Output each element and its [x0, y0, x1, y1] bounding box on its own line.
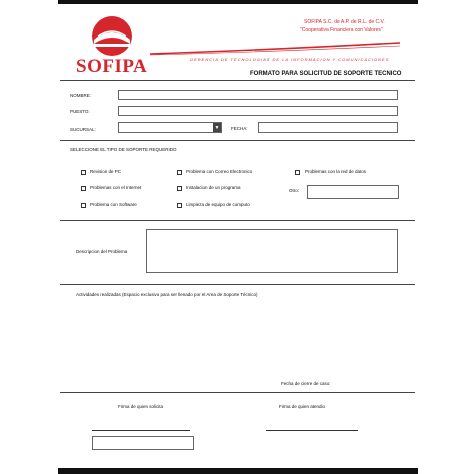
- signature-attendee-line: [266, 430, 358, 431]
- option-label: Problemas con la red de datos: [305, 169, 367, 174]
- otro-label: Otro:: [289, 188, 300, 193]
- logo-text: SOFIPA: [76, 56, 148, 77]
- checkbox-internet[interactable]: [81, 186, 86, 191]
- options-divider: [60, 220, 415, 221]
- checkbox-instalacion[interactable]: [177, 186, 182, 191]
- nombre-field[interactable]: [118, 90, 398, 100]
- checkbox-software[interactable]: [81, 203, 86, 208]
- fields-divider: [60, 140, 415, 141]
- checkbox-red-datos[interactable]: [295, 170, 300, 175]
- description-textarea[interactable]: [146, 229, 398, 273]
- checkbox-limpieza[interactable]: [177, 203, 182, 208]
- support-heading: SELECCIONE EL TIPO DE SOPORTE REQUERIDO: [70, 147, 177, 152]
- option-label: Problema con Correo Electronico: [186, 169, 253, 174]
- company-tagline: "Cooperativa Financiera con Valores": [300, 27, 383, 33]
- description-label: Descripcion del Problema: [76, 249, 128, 254]
- closing-divider: [60, 392, 415, 393]
- option-label: Instalacion de un programa: [186, 185, 241, 190]
- option-label: Limpieza de equipo de computo: [186, 202, 250, 207]
- option-label: Problema con Software: [90, 202, 137, 207]
- fecha-label: FECHA:: [231, 126, 248, 131]
- sucursal-select[interactable]: [118, 122, 222, 133]
- signature-requester-field[interactable]: [92, 436, 194, 450]
- title-divider: [60, 80, 415, 81]
- checkbox-correo[interactable]: [177, 170, 182, 175]
- puesto-field[interactable]: [118, 106, 398, 116]
- sofipa-logo-icon: [90, 14, 134, 58]
- otro-field[interactable]: [307, 185, 399, 199]
- nombre-label: NOMBRE:: [70, 93, 92, 98]
- company-name: SOFIPA S.C. de A.P. de R.L. de C.V.: [304, 19, 385, 25]
- puesto-label: PUESTO:: [70, 109, 90, 114]
- red-swoosh: [150, 42, 400, 56]
- option-label: Revision de PC: [90, 169, 122, 174]
- signature-requester-label: Firma de quien solicita: [118, 404, 164, 409]
- closing-date-label: Fecha de cierre de caso:: [281, 381, 331, 386]
- fecha-field[interactable]: [258, 122, 398, 133]
- activities-label: Actividades realizadas (Espacio exclusivo para ser llenado por el Area de Soporte Técnico): [76, 292, 258, 297]
- sucursal-label: SUCURSAL:: [70, 127, 96, 132]
- description-divider: [60, 284, 415, 285]
- top-border: [58, 0, 418, 4]
- option-label: Problemas con el Internet: [90, 185, 142, 190]
- signature-attendee-label: Firma de quien atendio: [279, 404, 326, 409]
- chevron-down-icon[interactable]: ▼: [214, 125, 220, 131]
- department-name: GERENCIA DE TECNOLOGIAS DE LA INFORMACION Y COMUNICACIONES: [190, 57, 390, 62]
- checkbox-revision-pc[interactable]: [81, 170, 86, 175]
- signature-requester-line: [92, 430, 190, 431]
- form-title: FORMATO PARA SOLICITUD DE SOPORTE TECNICO: [250, 71, 402, 77]
- bottom-border: [58, 468, 418, 474]
